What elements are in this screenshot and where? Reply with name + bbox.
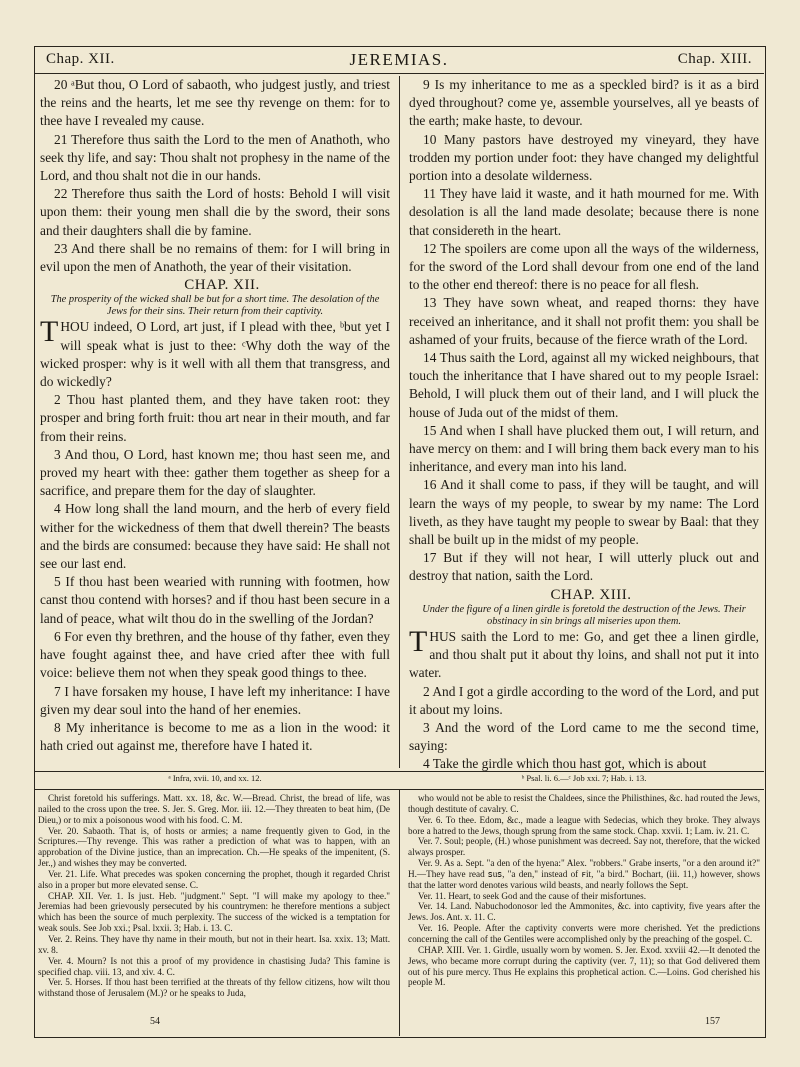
verse: 20 ᵃBut thou, O Lord of sabaoth, who judgest justly, and triest the reins and the hearts, let me see thy revenge on them: for to thee have I revealed my cause. — [40, 77, 390, 129]
commentary-left — [38, 793, 390, 999]
verse-text: indeed, O Lord, art just, if I plead with thee, ᵇbut yet I will speak what is just to thee: ᶜWhy doth the way of the wicked prosper: why is it well with all them that transgress, and do wickedly? — [40, 319, 390, 390]
verse: 16 And it shall come to pass, if they will be taught, and will learn the ways of my people, to swear by my name: The Lord liveth, as they have taught my people to swear by Baal: that they shall be built up in the midst of my people. — [409, 477, 759, 548]
verse: 7 I have forsaken my house, I have left my inheritance: I have given my dear soul into the hand of her enemies. — [40, 683, 390, 717]
verse: 11 They have laid it waste, and it hath mourned for me. With desolation is all the land made desolate; because there is none that considereth in the heart. — [409, 186, 759, 238]
note: Ver. 7. Soul; people, (H.) whose punishment was decreed. Say not, therefore, that the wicked always prosper. — [408, 836, 760, 858]
note: Ver. 11. Heart, to seek God and the cause of their misfortunes. — [418, 890, 647, 901]
verse-text: saith the Lord to me: Go, and get thee a linen girdle, and thou shalt put it about thy loins, and shall not put it into water. — [409, 628, 759, 681]
note: CHAP. XII. Ver. 1. Is just. Heb. "judgment." Sept. "I will make my apology to thee." Jeremias had been grievously persecuted by his countrymen: he therefore mentions a subject which has been the source of much perplexity. The success of the wicked is a temptation for weak souls. See Job xxi.; Psal. lxxii. 3; Hab. i. 13. C. — [38, 890, 390, 934]
cross-reference-left: ᵃ Infra, xvii. 10, and xx. 12. — [168, 773, 262, 783]
verse-1 — [409, 624, 759, 683]
verse: 10 Many pastors have destroyed my vineyard, they have trodden my portion under foot: they have changed my delightful portion into a desolate wilderness. — [409, 131, 759, 184]
notes-divider — [399, 790, 400, 1036]
note: Ver. 16. People. After the captivity converts were more cherished. Yet the predictions concerning the call of the Gentiles were accomplished only by the preaching of the gospel. C. — [408, 923, 760, 944]
page-number-left: 54 — [150, 1016, 160, 1027]
chapter-heading: CHAP. XIII. — [550, 586, 632, 603]
cross-reference-right: ᵇ Psal. li. 6.—ᶜ Job xxi. 7; Hab. i. 13. — [521, 773, 647, 783]
verse-opening-caps: HOU — [60, 319, 90, 335]
chapter-heading: CHAP. XII. — [184, 277, 260, 294]
page-number-right: 157 — [705, 1016, 720, 1027]
note: Ver. 21. Life. What precedes was spoken concerning the prophet, though it regarded Christ also in a proper but more elevated sense. C. — [38, 868, 390, 890]
verse: 3 And the word of the Lord came to me the second time, saying: — [409, 719, 759, 754]
note: Ver. 6. To thee. Edom, &c., made a league with Sedecias, which they broke. They always bore a hatred to the Jews, though sprung from the same stock. Chap. xxvii. 1; Lam. iv. 21. C. — [408, 814, 760, 836]
verse-opening-caps: HUS — [429, 628, 457, 644]
drop-cap: T — [409, 624, 428, 658]
right-text-column — [409, 76, 759, 774]
verse: 4 How long shall the land mourn, and the herb of every field wither for the wickedness of them that dwell therein? The beasts and the birds are consumed: because they have said: He shall not see our last end. — [40, 501, 390, 572]
note: Ver. 4. Mourn? Is not this a proof of my providence in chastising Juda? This famine is specified chap. viii. 13, and xiv. 4. C. — [38, 955, 390, 977]
verse: 3 And thou, O Lord, hast known me; thou hast seen me, and proved my heart with thee: gather them together as sheep for a sacrifice, and prepare them for the day of slaughter. — [40, 446, 390, 499]
header-book-title: JEREMIAS. — [349, 49, 449, 69]
verse: 5 If thou hast been wearied with running with footmen, how canst thou contend with horses? and if thou hast been secure in a land of peace, what wilt thou do in the swelling of the Jordan? — [40, 574, 390, 626]
chapter-summary: The prosperity of the wicked shall be but for a short time. The desolation of the Jews for their sins. Their return from their captivity. — [50, 294, 380, 318]
note: Ver. 5. Horses. If thou hast been terrified at the threats of thy fellow citizens, how wilt thou withstand those of Jerusalem (M.)? or he speaks to Juda, — [38, 977, 390, 999]
column-divider — [399, 76, 400, 768]
verse: 9 Is my inheritance to me as a speckled bird? is it as a bird dyed throughout? come ye, assemble yourselves, all ye beasts of the earth; make haste, to devour. — [409, 77, 759, 129]
verse: 12 The spoilers are come upon all the ways of the wilderness, for the sword of the Lord shall devour from one end of the land to the other end thereof: there is no peace for all flesh. — [409, 240, 759, 293]
verse: 22 Therefore thus saith the Lord of hosts: Behold I will visit upon them: their young men shall die by the sword, their sons and their daughters shall die by famine. — [40, 186, 390, 238]
verse: 23 And there shall be no remains of them: for I will bring in evil upon the men of Anathoth, the year of their visitation. — [40, 240, 390, 275]
chapter-summary: Under the figure of a linen girdle is foretold the destruction of the Jews. Their obstinacy in sin brings all miseries upon them. — [422, 603, 746, 627]
verse: 2 And I got a girdle according to the word of the Lord, and put it about my loins. — [409, 683, 759, 717]
verse: 8 My inheritance is become to me as a lion in the wood: it hath cried out against me, therefore have I hated it. — [40, 719, 390, 754]
header-right-chapter: Chap. XIII. — [677, 51, 752, 67]
commentary-right — [408, 793, 760, 988]
verse: 15 And when I shall have plucked them out, I will return, and have mercy on them: and I will bring them back every man to his inheritance, and every man into his land. — [409, 422, 759, 475]
note: Christ foretold his sufferings. Matt. xx. 18, &c. W.—Bread. Christ, the bread of life, was nailed to the cross upon the tree. S. Jer. S. Greg. Mor. iii. 12.—They threaten to beat him, (De Dieu,) or to mix a poisonous wood with his food. C. M. — [38, 793, 390, 825]
verse-1 — [40, 315, 390, 391]
verse: 2 Thou hast planted them, and they have taken root: they prosper and bring forth fruit: thou art near in their mouth, and far from their reins. — [40, 392, 390, 444]
drop-cap: T — [40, 315, 59, 349]
header-left-chapter: Chap. XII. — [46, 51, 115, 67]
note: Ver. 20. Sabaoth. That is, of hosts or armies; a name frequently given to God, in the Scriptures.—Thy revenge. This was rather a prediction of what was to happen, with an approbation of the Divine justice, than an imprecation. Ch.—He speaks of the impenitent, (S. Jer.,) and wishes they may be converted. — [38, 825, 390, 869]
left-text-column — [40, 76, 390, 755]
verse: 21 Therefore thus saith the Lord to the men of Anathoth, who seek thy life, and say: Thou shalt not prophesy in the name of the Lord, and thou shalt not die in our hands. — [40, 131, 390, 184]
note: Ver. 9. As a. Sept. "a den of the hyena:" Alex. "robbers." Grabe inserts, "or a den around it?" H.—They have read ꜱuꜱ, "a den," instead of ꜰit, "a bird." Bochart, (iii. 11,) however, shows that the latter word denotes various wild beasts, and nearly follows the Sept. — [408, 858, 760, 890]
verse: 4 Take the girdle which thou hast got, which is about — [423, 756, 707, 772]
verse: 17 But if they will not hear, I will utterly pluck out and destroy that nation, saith the Lord. — [409, 550, 759, 584]
running-header — [34, 46, 764, 74]
note: who would not be able to resist the Chaldees, since the Philisthines, &c. had routed the Jews, though destitute of cavalry. C. — [408, 793, 760, 814]
note: Ver. 2. Reins. They have thy name in their mouth, but not in their heart. Isa. xxix. 13; Matt. xv. 8. — [38, 933, 390, 955]
verse: 13 They have sown wheat, and reaped thorns: they have received an inheritance, and it shall not profit them: you shall be ashamed of your fruits, because of the fierce wrath of the Lord. — [409, 295, 759, 347]
note: CHAP. XIII. Ver. 1. Girdle, usually worn by women. S. Jer. Exod. xxviii 42.—It denoted the Jews, who became more corrupt during the captivity (ver. 7, 11); so that God delivered them out of his pure mercy. Thus He explains this prophetical action. C.—Loins. God cherished his people M. — [408, 944, 760, 988]
verse: 6 For even thy brethren, and the house of thy father, even they have fought against thee, and have cried after thee with full voice: believe them not when they speak good things to thee. — [40, 628, 390, 681]
note: Ver. 14. Land. Nabuchodonosor led the Ammonites, &c. into captivity, five years after the Jews. Jos. Ant. x. 11. C. — [408, 901, 760, 923]
footnote-top-rule — [34, 771, 764, 772]
verse: 14 Thus saith the Lord, against all my wicked neighbours, that touch the inheritance that I have shared out to my people Israel: Behold, I will pluck them out of their land, and I will pluck the house of Juda out of the midst of them. — [409, 350, 759, 420]
